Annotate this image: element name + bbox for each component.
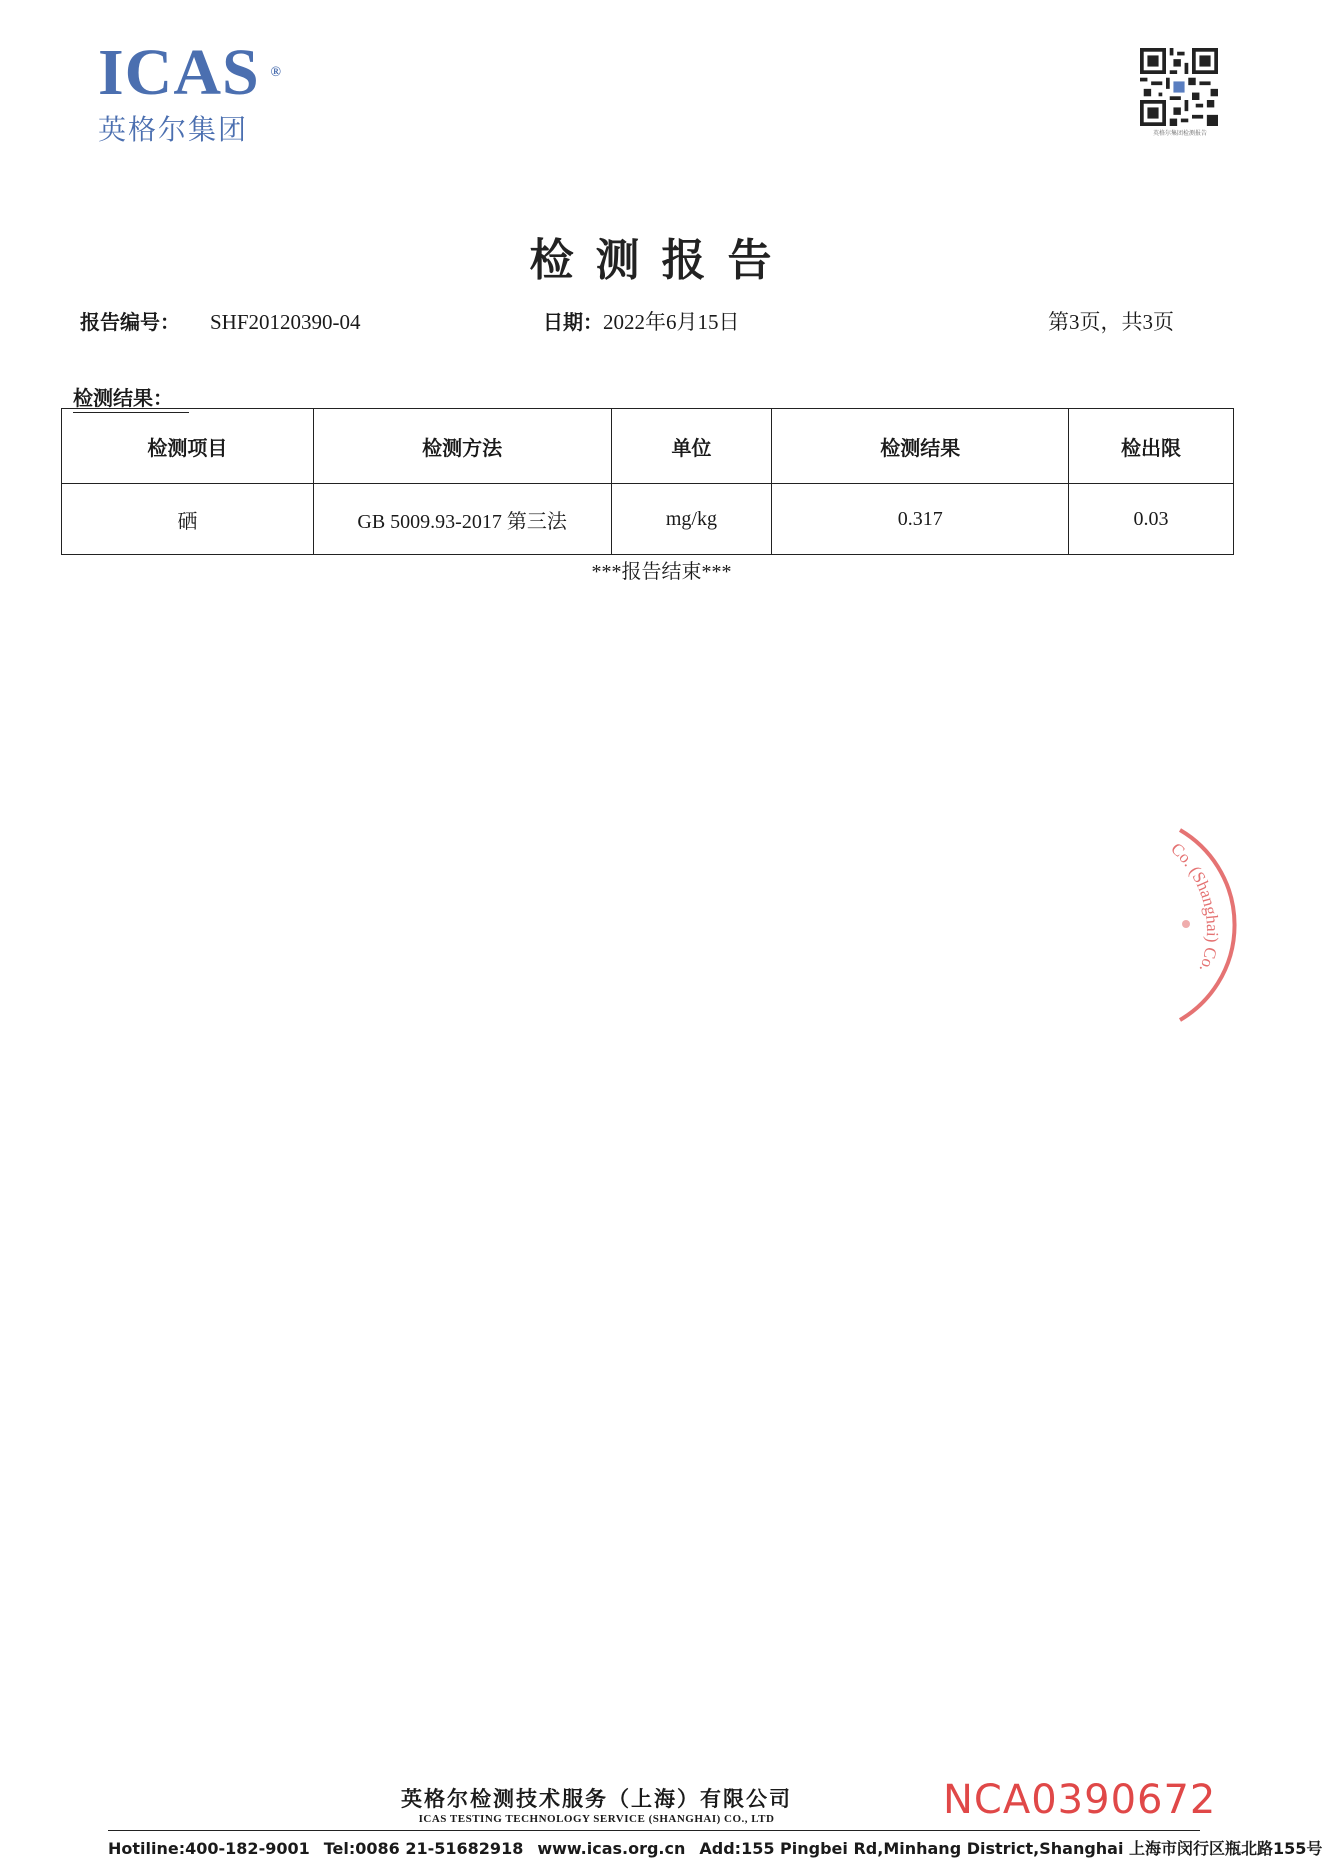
table-row [62, 484, 1234, 555]
registered-mark: ® [270, 65, 282, 80]
qr-caption: 英格尔集团检测报告 [1152, 130, 1207, 137]
table-cell: mg/kg [611, 484, 772, 555]
page-title: 检测报告 [529, 235, 794, 286]
column-header: 检测结果 [772, 409, 1069, 484]
report-date [543, 306, 740, 336]
table-cell: GB 5009.93-2017 第三法 [313, 484, 611, 555]
company-seal-stamp [1150, 820, 1260, 1030]
footer-company-cn: 英格尔检测技术服务（上海）有限公司 [401, 1787, 792, 1811]
logo-wordmark [98, 36, 288, 109]
column-header: 检出限 [1069, 409, 1234, 484]
results-table [61, 408, 1234, 555]
footer-divider [108, 1830, 1200, 1831]
report-number [80, 306, 361, 335]
report-date-value: 2022年6月15日 [603, 310, 740, 334]
footer-hotline: Hotiline:400-182-9001 [108, 1839, 310, 1858]
footer-contact [108, 1836, 1323, 1859]
page-indicator: 第3页，共3页 [1048, 310, 1174, 334]
report-date-label: 日期： [543, 310, 603, 334]
report-number-value: SHF20120390-04 [210, 310, 361, 334]
footer-tel: Tel:0086 21-51682918 [323, 1839, 524, 1858]
column-header: 检测项目 [62, 409, 314, 484]
footer-address: Add:155 Pingbei Rd,Minhang District,Shanghai 上海市闵行区瓶北路155号 [699, 1839, 1323, 1858]
table-cell: 0.03 [1069, 484, 1234, 555]
report-number-label: 报告编号： [80, 310, 180, 334]
table-cell: 硒 [62, 484, 314, 555]
footer-website: www.icas.org.cn [537, 1839, 686, 1858]
results-section-label: 检测结果： [73, 382, 189, 413]
column-header: 检测方法 [313, 409, 611, 484]
qr-code-icon [1140, 48, 1218, 126]
stamp-text: Co. (Shanghai) Co. [1167, 838, 1223, 975]
company-logo [98, 36, 288, 148]
column-header: 单位 [611, 409, 772, 484]
table-header-row [62, 409, 1234, 484]
footer-company-en: ICAS TESTING TECHNOLOGY SERVICE (SHANGHAI) CO., LTD [418, 1813, 775, 1825]
report-end-mark: ***报告结束*** [591, 561, 732, 583]
document-serial-number: NCA0390672 [943, 1777, 1217, 1823]
table-cell: 0.317 [772, 484, 1069, 555]
logo-chinese-name: 英格尔集团 [98, 113, 249, 146]
logo-text: ICAS [98, 36, 260, 109]
